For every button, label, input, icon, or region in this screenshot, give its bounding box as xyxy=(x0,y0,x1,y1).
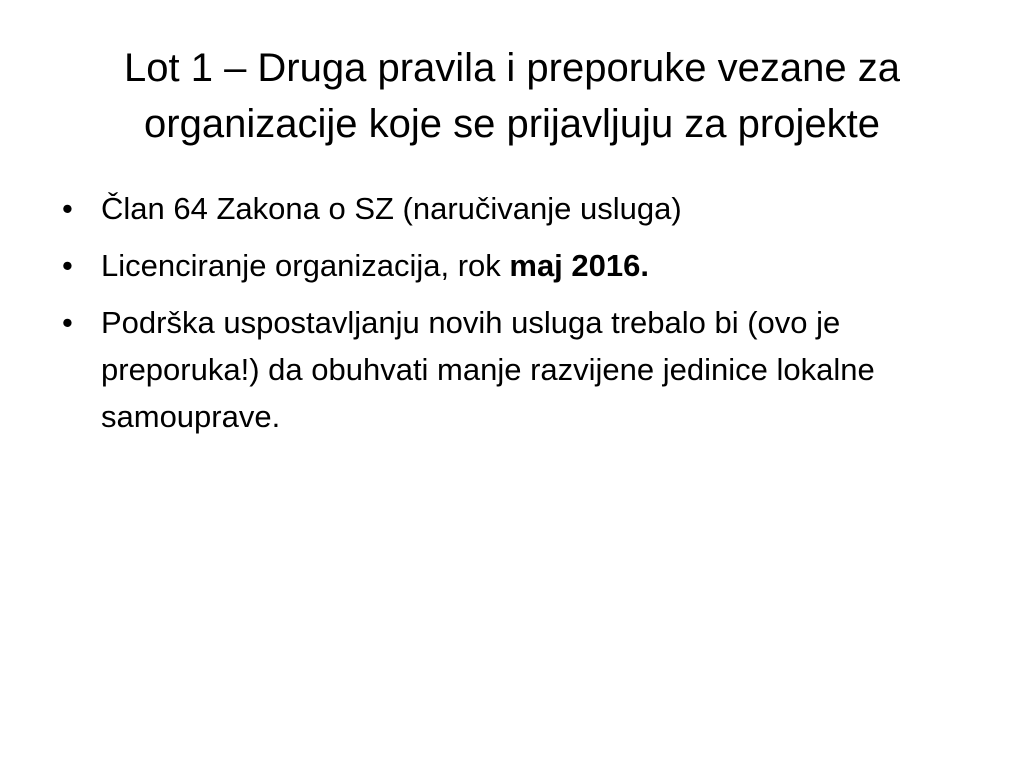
bullet-text-3: Podrška uspostavljanju novih usluga trebalo bi (ovo je preporuka!) da obuhvati manje razvijene jedinice lokalne samouprave. xyxy=(101,305,875,434)
bullet-item-3 xyxy=(60,299,970,440)
bullet-dot-icon: • xyxy=(62,305,73,340)
bullet-item-1 xyxy=(60,185,970,232)
bullet-dot-icon: • xyxy=(62,191,73,226)
slide-title: Lot 1 – Druga pravila i preporuke vezane za organizacije koje se prijavljuju za projekte xyxy=(123,46,900,146)
bullet-item-2 xyxy=(60,242,970,289)
bullet-text-2: Licenciranje organizacija, rok xyxy=(101,248,510,283)
bullet-dot-icon: • xyxy=(62,248,73,283)
bullet-list xyxy=(60,185,970,450)
bullet-text-2-bold: maj 2016. xyxy=(509,248,649,283)
bullet-text-1: Član 64 Zakona o SZ (naručivanje usluga) xyxy=(101,191,682,226)
